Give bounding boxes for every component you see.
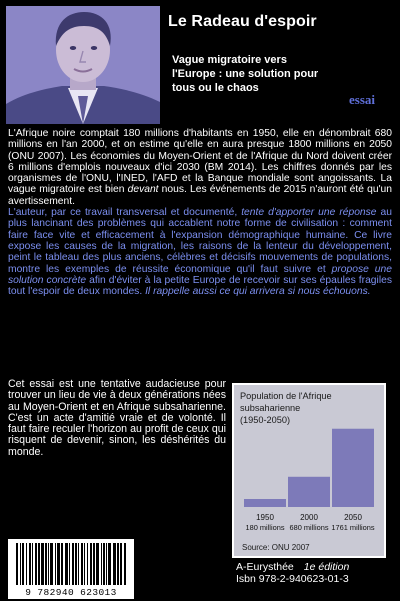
chart-source: Source: ONU 2007	[242, 543, 310, 552]
book-subtitle	[172, 53, 332, 95]
bar-value-label: 680 millions	[289, 523, 329, 532]
bar-value-label: 1761 millions	[331, 523, 375, 532]
paragraph-intro: L'Afrique noire comptait 180 millions d'habitants en 1950, elle en dénombrait 680 millions en l'an 2000, et on estime qu'elle en aura presque 1800 millions en 2050 (ONU 2007). Les économies du Moyen-Orient et de l'Afrique du Nord doivent créer 6 millions d'emplois nouveaux d'ici 2030 (BM 2014). Les chiffres donnés par les organismes de l'ONU, l'INED, l'AFD et la Banque mondiale sont angoissants. La vague migratoire est bien devant nous. Les événements de 2015 n'auront été qu'un avertissement.	[8, 128, 392, 207]
barcode-bar	[101, 543, 102, 585]
barcode-bar	[84, 543, 85, 585]
barcode-bar	[93, 543, 95, 585]
isbn-barcode	[8, 539, 134, 599]
subtitle-line: l'Europe : une solution pour	[172, 68, 319, 80]
barcode-bar	[29, 543, 31, 585]
isbn-number: Isbn 978-2-940623-01-3	[236, 573, 349, 585]
bar-year-label: 1950	[256, 513, 274, 522]
publisher-name: A-Eurysthée	[236, 561, 294, 573]
chart-title-line: (1950-2050)	[240, 415, 291, 425]
barcode-bar	[45, 543, 47, 585]
barcode-bar	[96, 543, 99, 585]
bar-1950	[244, 499, 286, 507]
barcode-bar	[103, 543, 105, 585]
subtitle-line: tous ou le chaos	[172, 82, 259, 94]
bar-year-label: 2000	[300, 513, 318, 522]
bar-2050	[332, 429, 374, 507]
genre-label: essai	[349, 92, 375, 107]
barcode-bar	[20, 543, 21, 585]
chart-title-line: subsaharienne	[240, 403, 301, 413]
barcode-bar	[35, 543, 37, 585]
barcode-bar	[81, 543, 83, 585]
paragraph-essay: Cet essai est une tentative audacieuse pour trouver un lieu de vie à deux générations nées au Moyen-Orient et en Afrique subsaharienne. C'est un acte d'amitié vraie et de volonté. Il faut faire reculer l'horizon au profit de ceux qui risquent de devenir, sinon, les déshérités du monde.	[8, 378, 226, 458]
barcode-bar	[65, 543, 68, 585]
back-cover-blurb	[8, 128, 392, 297]
barcode-bar	[108, 543, 111, 585]
barcode-bar	[57, 543, 60, 585]
barcode-bar	[87, 543, 88, 585]
publisher-info	[236, 561, 396, 585]
barcode-bar	[106, 543, 107, 585]
barcode-bar	[55, 543, 56, 585]
edition-label: 1e édition	[303, 561, 350, 573]
barcode-bar	[26, 543, 27, 585]
barcode-bar	[90, 543, 92, 585]
author-photo	[6, 6, 160, 124]
barcode-bar	[16, 543, 18, 585]
barcode-bar	[72, 543, 74, 585]
barcode-bar	[32, 543, 33, 585]
barcode-bar	[124, 543, 126, 585]
barcode-bar	[117, 543, 119, 585]
barcode-bar	[50, 543, 53, 585]
barcode-bar	[78, 543, 79, 585]
barcode-bar	[61, 543, 63, 585]
paragraph-author: L'auteur, par ce travail transversal et documenté, tente d'apporter une réponse au plus lancinant des problèmes qui accablent notre forme de civilisation : comment faire face vite et efficacement à l'expansion démographique humaine. Ce livre expose les causes de la migration, les raisons de la lenteur du développement, peint le tableau des plus anciens, célèbres et décisifs mouvements de populations, montre les exemples de réussite économique qu'il faut suivre et propose une solution concrète afin d'éviter à la petite Europe de recevoir sur ses épaules fragiles tout l'espoir de deux mondes. Il rappelle aussi ce qui arrivera si nous échouons.	[8, 207, 393, 298]
population-chart	[232, 383, 386, 558]
bar-value-label: 180 millions	[245, 523, 285, 532]
barcode-bar	[38, 543, 40, 585]
barcode-bar	[41, 543, 44, 585]
bar-year-label: 2050	[344, 513, 362, 522]
barcode-bar	[69, 543, 70, 585]
barcode-digits: 9 782940 623013	[25, 587, 117, 598]
barcode-bar	[113, 543, 116, 585]
subtitle-line: Vague migratoire vers	[172, 54, 287, 66]
barcode-bar	[48, 543, 49, 585]
barcode-bar	[75, 543, 77, 585]
chart-title-line: Population de l'Afrique	[240, 391, 332, 401]
bar-2000	[288, 477, 330, 507]
barcode-bar	[120, 543, 122, 585]
book-title: Le Radeau d'espoir	[168, 13, 317, 30]
barcode-bar	[22, 543, 24, 585]
